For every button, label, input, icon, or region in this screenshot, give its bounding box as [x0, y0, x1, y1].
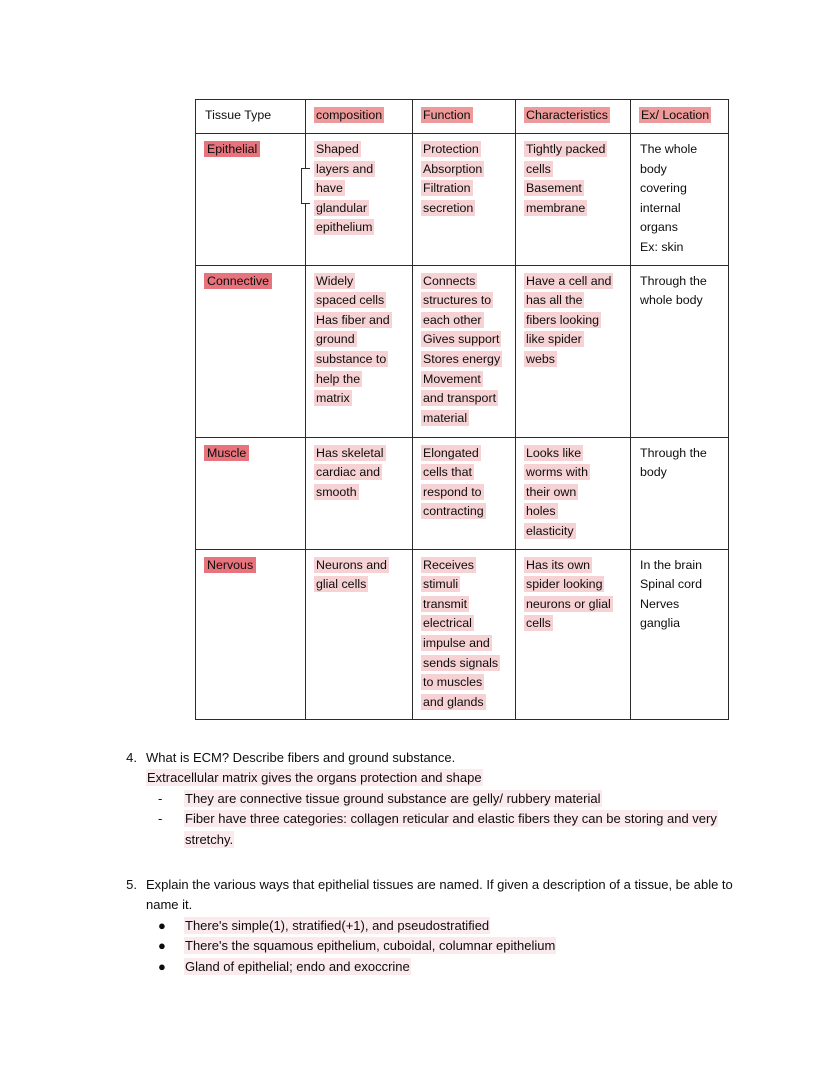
- cell-line: smooth: [316, 484, 357, 499]
- cell-line: Basement: [526, 181, 582, 196]
- question-number: 5.: [126, 877, 137, 893]
- cell-line: neurons or glial: [526, 596, 611, 611]
- cell-location: [631, 437, 729, 549]
- questions-section: [118, 748, 748, 980]
- list-item: [118, 789, 748, 809]
- cell-composition: [306, 134, 413, 266]
- cell-line: stimuli: [423, 577, 459, 592]
- table-body: [196, 134, 729, 720]
- cell-function: [413, 549, 516, 720]
- column-header-location: [631, 100, 729, 134]
- table-row: [196, 265, 729, 437]
- tissue-type-label: Epithelial: [204, 141, 260, 157]
- cell-line: has all the: [526, 293, 583, 308]
- column-header-label: Ex/ Location: [641, 108, 710, 122]
- column-header-label: Tissue Type: [205, 108, 272, 122]
- cell-line: impulse and: [423, 635, 490, 650]
- column-header-label: Function: [423, 108, 471, 122]
- cell-function: [413, 437, 516, 549]
- cell-line: membrane: [526, 200, 586, 215]
- dash-marker-icon: -: [158, 811, 163, 827]
- cell-line: The whole: [640, 142, 698, 156]
- cell-characteristics: [516, 549, 631, 720]
- question-prompt: Explain the various ways that epithelial tissues are named. If given a description of a tissue, be able to name it.: [146, 877, 733, 913]
- list-item: [118, 916, 748, 936]
- cell-line: Neurons and: [316, 557, 387, 572]
- cell-line: and transport: [423, 391, 497, 406]
- cell-line: Receives: [423, 557, 474, 572]
- cell-line: Looks like: [526, 445, 582, 460]
- question-block-5: [118, 875, 748, 977]
- cell-tissue-type: [196, 549, 306, 720]
- question-prompt: What is ECM? Describe fibers and ground substance.: [146, 750, 456, 765]
- cell-composition: [306, 265, 413, 437]
- cell-line: have: [316, 181, 343, 196]
- question-block-4: [118, 748, 748, 850]
- question-4-bullet-list: [118, 789, 748, 850]
- cell-line: Shaped: [316, 142, 359, 156]
- cell-line: Stores energy: [423, 351, 501, 366]
- cell-composition: [306, 549, 413, 720]
- cell-composition: [306, 437, 413, 549]
- cell-line: Tightly packed: [526, 142, 606, 156]
- dash-marker-icon: -: [158, 790, 163, 806]
- cell-characteristics: [516, 265, 631, 437]
- cell-line: cells: [526, 616, 551, 631]
- tissue-type-label: Nervous: [204, 557, 256, 573]
- cell-line: matrix: [316, 391, 350, 406]
- cell-line: glial cells: [316, 577, 367, 592]
- tissue-type-label: Connective: [204, 273, 272, 289]
- cell-line: transmit: [423, 596, 468, 611]
- cell-line: material: [423, 410, 468, 425]
- cell-line: internal: [640, 200, 681, 215]
- cell-line: Spinal cord: [640, 577, 702, 592]
- cell-line: Absorption: [423, 161, 483, 176]
- cell-location: [631, 549, 729, 720]
- cell-line: Gives support: [423, 332, 500, 347]
- cell-line: each other: [423, 312, 482, 327]
- cell-line: covering: [640, 181, 687, 196]
- cell-line: Elongated: [423, 445, 479, 460]
- cell-line: Filtration: [423, 181, 471, 196]
- column-header-function: [413, 100, 516, 134]
- cell-line: Connects: [423, 273, 476, 288]
- tissue-types-table: [195, 99, 729, 720]
- cell-line: Has its own: [526, 557, 591, 572]
- list-item: [118, 957, 748, 977]
- cell-line: layers and: [316, 161, 374, 176]
- answer-text: Extracellular matrix gives the organs protection and shape: [147, 770, 482, 786]
- cell-tissue-type: [196, 265, 306, 437]
- question-prompt-row: [118, 748, 748, 768]
- list-item-text: There's simple(1), stratified(+1), and pseudostratified: [185, 917, 490, 933]
- cell-line: Have a cell and: [526, 273, 612, 288]
- list-item-text: They are connective tissue ground substance are gelly/ rubbery material: [185, 790, 601, 806]
- cell-location: [631, 134, 729, 266]
- column-header-tissue-type: [196, 100, 306, 134]
- bullet-marker-icon: ●: [158, 958, 166, 974]
- cell-line: elasticity: [526, 523, 574, 538]
- cell-line: ground: [316, 332, 355, 347]
- cell-line: worms with: [526, 465, 588, 480]
- cell-line: cells that: [423, 465, 472, 480]
- bracket-annotation-mark: [301, 168, 310, 204]
- question-prompt-row: [118, 875, 748, 916]
- cell-line: Has fiber and: [316, 312, 390, 327]
- cell-characteristics: [516, 437, 631, 549]
- cell-line: substance to: [316, 351, 387, 366]
- column-header-characteristics: [516, 100, 631, 134]
- section-spacer: [118, 853, 748, 875]
- bullet-marker-icon: ●: [158, 938, 166, 954]
- bullet-marker-icon: ●: [158, 917, 166, 933]
- cell-line: Through the: [640, 273, 707, 288]
- cell-line: cardiac and: [316, 465, 381, 480]
- cell-function: [413, 265, 516, 437]
- cell-line: like spider: [526, 332, 582, 347]
- cell-line: spider looking: [526, 577, 603, 592]
- question-5-bullet-list: [118, 916, 748, 977]
- cell-line: Through the: [640, 445, 707, 460]
- cell-line: epithelium: [316, 220, 373, 235]
- table-row: [196, 437, 729, 549]
- cell-line: cells: [526, 161, 551, 176]
- cell-line: Protection: [423, 142, 479, 156]
- column-header-label: Characteristics: [526, 108, 608, 122]
- cell-line: contracting: [423, 504, 484, 519]
- cell-line: secretion: [423, 200, 474, 215]
- list-item: [118, 936, 748, 956]
- cell-line: help the: [316, 371, 361, 386]
- cell-line: and glands: [423, 694, 484, 709]
- tissue-type-label: Muscle: [204, 445, 249, 461]
- list-item: [118, 809, 748, 850]
- question-answer: [146, 768, 748, 788]
- cell-line: their own: [526, 484, 577, 499]
- cell-line: Nerves: [640, 596, 680, 611]
- cell-line: sends signals: [423, 655, 499, 670]
- cell-line: ganglia: [640, 616, 680, 631]
- cell-line: organs: [640, 220, 678, 235]
- table-header-row: [196, 100, 729, 134]
- list-item-text: There's the squamous epithelium, cuboidal, columnar epithelium: [185, 938, 556, 954]
- cell-line: glandular: [316, 200, 367, 215]
- cell-line: whole body: [640, 293, 703, 308]
- cell-line: fibers looking: [526, 312, 600, 327]
- cell-line: Ex: skin: [640, 239, 684, 254]
- cell-line: spaced cells: [316, 293, 385, 308]
- table-row: [196, 134, 729, 266]
- table-row: [196, 549, 729, 720]
- cell-location: [631, 265, 729, 437]
- cell-line: body: [640, 465, 667, 480]
- question-number: 4.: [126, 750, 137, 765]
- list-item-text: Fiber have three categories: collagen reticular and elastic fibers they can be storing and very stretchy.: [185, 811, 717, 847]
- column-header-composition: [306, 100, 413, 134]
- question-answer-row: [118, 768, 748, 788]
- cell-tissue-type: [196, 437, 306, 549]
- cell-line: body: [640, 161, 667, 176]
- cell-tissue-type: [196, 134, 306, 266]
- cell-line: Movement: [423, 371, 481, 386]
- cell-function: [413, 134, 516, 266]
- cell-line: webs: [526, 351, 555, 366]
- cell-line: Widely: [316, 273, 354, 288]
- cell-line: Has skeletal: [316, 445, 384, 460]
- column-header-label: composition: [316, 108, 383, 122]
- cell-characteristics: [516, 134, 631, 266]
- cell-line: structures to: [423, 293, 492, 308]
- cell-line: respond to: [423, 484, 482, 499]
- cell-line: In the brain: [640, 557, 702, 572]
- cell-line: electrical: [423, 616, 472, 631]
- cell-line: to muscles: [423, 675, 483, 690]
- list-item-text: Gland of epithelial; endo and exoccrine: [185, 958, 410, 974]
- cell-line: holes: [526, 504, 556, 519]
